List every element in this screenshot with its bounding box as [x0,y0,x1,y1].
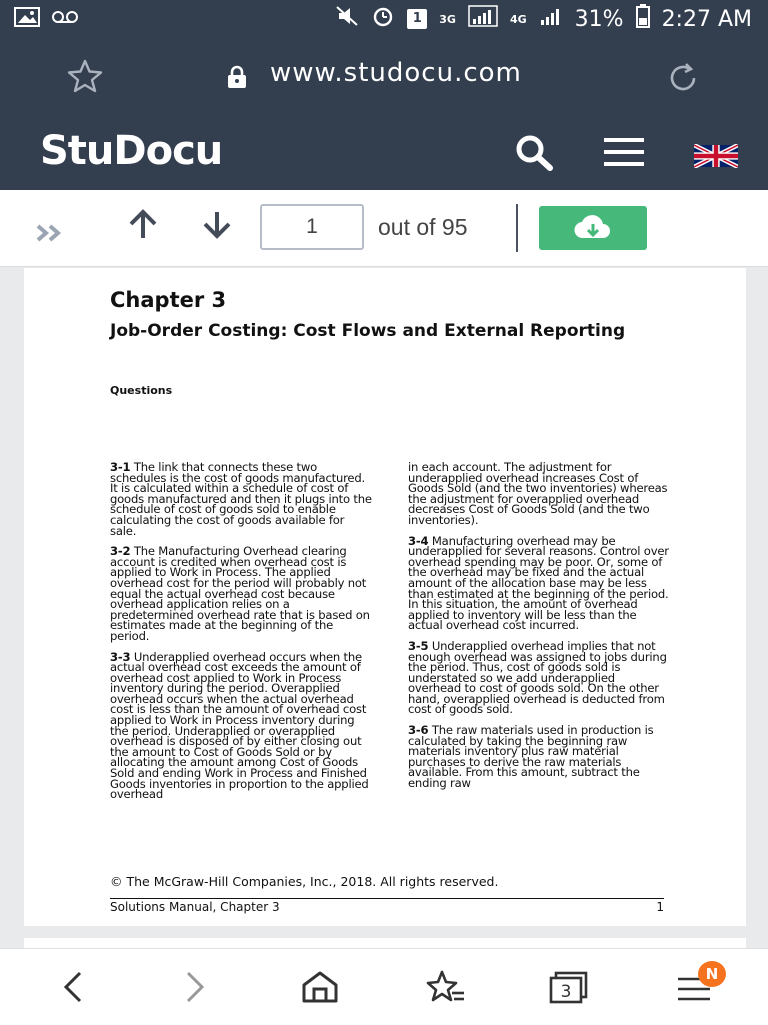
left-column [110,462,372,810]
gallery-icon [14,6,40,32]
section-heading: Questions [110,384,173,397]
chapter-heading: Chapter 3 [110,288,227,312]
question-text: The raw materials used in production is calculated by taking the beginning raw materials inventory plus raw material purchases to derive the raw materials available. From this amount, subtract the ending raw [408,723,654,791]
copyright-line: © The McGraw-Hill Companies, Inc., 2018. All rights reserved. [110,874,499,889]
mute-icon [335,5,359,33]
alarm-icon [371,4,395,34]
question-paragraph [110,649,372,802]
bookmarks-icon[interactable] [424,969,468,1009]
question-text: The Manufacturing Overhead clearing account is credited when overhead cost is applied to Work in Process. The applied overhead cost for the period will probably not equal the actual overhead cost because overhead application relies on a predetermined overhead rate that is based on estimates made at the beginning of the period. [110,544,370,643]
question-paragraph [408,725,670,789]
studocu-logo[interactable]: StuDocu [40,128,223,174]
document-page [24,268,746,926]
clock: 2:27 AM [661,6,752,32]
page-count-label: out of 95 [378,214,468,240]
question-number: 3-2 [110,544,131,559]
question-columns [110,462,670,810]
back-icon[interactable] [58,969,88,1009]
right-column [408,462,670,810]
menu-icon[interactable] [604,136,646,174]
download-button[interactable] [539,206,647,250]
footer-page-number: 1 [656,900,664,914]
question-number: 3-5 [408,638,429,653]
battery-percent: 31% [574,6,624,32]
footer-left: Solutions Manual, Chapter 3 [110,900,280,914]
battery-icon [636,4,650,34]
browser-bottom-nav [0,948,768,1025]
notification-badge: N [698,961,726,987]
question-text: in each account. The adjustment for underapplied overhead increases Cost of Goods Sold (and the two inventories) whereas the adjustment for overapplied overhead decreases Cost of Goods Sold (and the two inventories). [408,460,668,527]
uk-flag-icon[interactable] [694,144,738,172]
arrow-up-icon[interactable] [126,208,160,246]
question-paragraph [408,533,670,633]
tabs-count: 3 [560,982,572,1002]
question-number: 3-1 [110,460,131,474]
star-icon[interactable] [66,58,104,98]
reload-icon[interactable] [664,60,702,100]
signal-icon [468,5,498,33]
status-bar [0,0,768,38]
page-footer [110,898,664,914]
net-3g-label: 3G [439,12,456,26]
question-text: Underapplied overhead occurs when the actual overhead cost exceeds the amount of overhead cost applied to Work in Process inventory during the period. Overapplied overhead occurs when the actual overhead cost is less than the amount of overhead cost applied to Work in Process inventory during the period. Underapplied or overapplied overhead is disposed of by either closing out the amount to Cost of Goods Sold or by allocating the amount among Cost of Goods Sold and ending Work in Process and Finished Goods inventories in proportion to the applied overhead [110,649,369,802]
question-paragraph [408,638,670,717]
question-paragraph [408,462,670,526]
site-header [0,118,768,190]
double-chevron-icon[interactable] [36,216,66,251]
toolbar-divider [516,204,518,252]
address-bar-url[interactable]: www.studocu.com [270,58,522,88]
question-number: 3-4 [408,533,429,548]
question-paragraph [110,462,372,536]
lock-icon [226,65,248,93]
question-text: Manufacturing overhead may be underapplied for several reasons. Control over overhead spending may be poor. Or, some of the overhead may be fixed and the actual amount of the allocation base may be less than estimated at the beginning of the period. In this situation, the amount of overhead applied to inventory will be less than the actual overhead cost incurred. [408,533,669,633]
url-bar [0,38,768,118]
tabs-icon[interactable] [548,969,590,1009]
signal-icon [539,5,563,33]
chapter-title: Job-Order Costing: Cost Flows and External Reporting [110,321,626,341]
sim-icon: 1 [407,9,427,29]
question-paragraph [110,546,372,641]
question-text: The link that connects these two schedules is the cost of goods manufactured. It is calculated within a schedule of cost of goods manufactured and then it plugs into the schedule of cost of goods sold to enable calculating the cost of goods available for sale. [110,460,372,538]
page-number-input[interactable]: 1 [260,204,364,250]
document-toolbar [0,190,768,267]
net-4g-label: 4G [509,12,527,26]
arrow-down-icon[interactable] [200,208,234,246]
question-text: Underapplied overhead implies that not enough overhead was assigned to jobs during the period. Thus, cost of goods sold is understated so we add underapplied overhead to cost of goods sold. On the other hand, overapplied overhead is deducted from cost of goods sold. [408,638,667,717]
question-number: 3-6 [408,723,429,738]
voicemail-icon [50,6,80,32]
forward-icon[interactable] [180,969,210,1009]
search-icon[interactable] [514,134,556,178]
home-icon[interactable] [300,969,340,1009]
question-number: 3-3 [110,649,131,664]
